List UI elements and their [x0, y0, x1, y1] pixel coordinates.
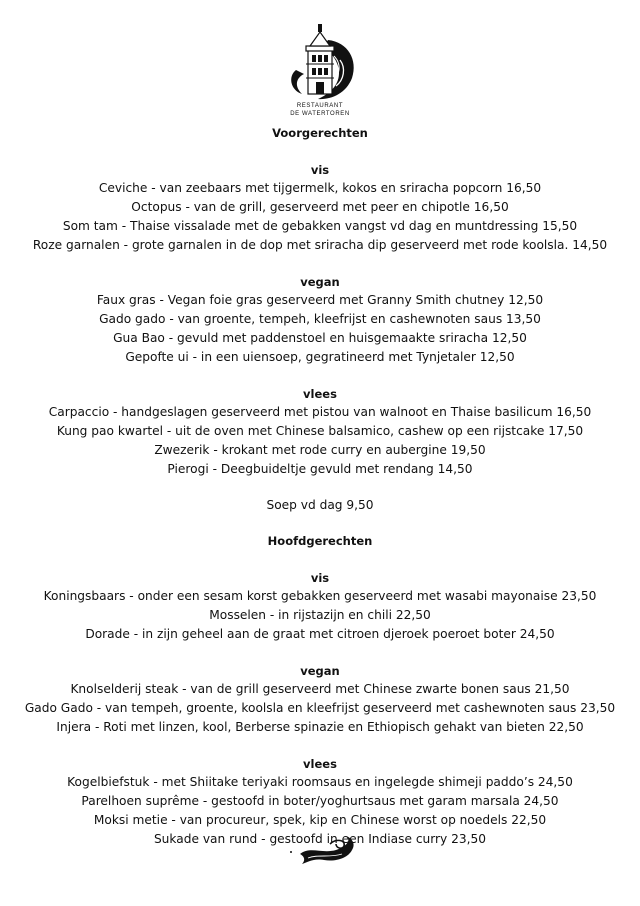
- logo-line-1: RESTAURANT: [296, 103, 344, 109]
- category-title-vegan: vegan: [300, 275, 340, 289]
- wave-ornament-icon: [286, 832, 358, 868]
- menu-item: Zwezerik - krokant met rode curry en aubergine 19,50: [154, 443, 486, 457]
- menu-item: Ceviche - van zeebaars met tijgermelk, kokos en sriracha popcorn 16,50: [98, 181, 542, 195]
- menu-item: Dorade - in zijn geheel aan de graat met citroen djeroek poeroet boter 24,50: [85, 627, 555, 641]
- category-title-vegan: vegan: [300, 664, 340, 678]
- menu-item: Koningsbaars - onder een sesam korst gebakken geserveerd met wasabi mayonaise 23,50: [43, 589, 597, 603]
- category-title-vlees: vlees: [303, 387, 337, 401]
- restaurant-logo: [270, 20, 370, 125]
- mains-vegan-section: [0, 662, 640, 737]
- menu-item: Faux gras - Vegan foie gras geserveerd met Granny Smith chutney 12,50: [96, 293, 544, 307]
- menu-item: Pierogi - Deegbuideltje gevuld met rendang 14,50: [167, 462, 473, 476]
- category-title-vis: vis: [310, 163, 330, 177]
- menu-item: Gua Bao - gevuld met paddenstoel en huisgemaakte sriracha 12,50: [113, 331, 527, 345]
- menu-item: Som tam - Thaise vissalade met de gebakken vangst vd dag en muntdressing 15,50: [62, 219, 578, 233]
- menu-item: Sukade van rund - gestoofd in een Indiase curry 23,50: [153, 832, 487, 846]
- mains-vis-section: [0, 569, 640, 644]
- menu-item: Knolselderij steak - van de grill geserveerd met Chinese zwarte bonen saus 21,50: [70, 682, 570, 696]
- soup-of-the-day: Soep vd dag 9,50: [266, 498, 374, 512]
- course-title-starters: Voorgerechten: [272, 126, 368, 140]
- menu-item: Gado Gado - van tempeh, groente, koolsla en kleefrijst geserveerd met cashewnoten saus 23,50: [24, 701, 616, 715]
- menu-item: Gado gado - van groente, tempeh, kleefrijst en cashewnoten saus 13,50: [99, 312, 541, 326]
- menu-content: [0, 124, 640, 849]
- menu-item: Carpaccio - handgeslagen geserveerd met pistou van walnoot en Thaise basilicum 16,50: [48, 405, 592, 419]
- menu-item: Roze garnalen - grote garnalen in de dop met sriracha dip geserveerd met rode koolsla. 14,50: [32, 238, 608, 252]
- starters-vis-section: [0, 161, 640, 255]
- course-title-mains: Hoofdgerechten: [267, 534, 373, 548]
- menu-item: Parelhoen suprême - gestoofd in boter/yoghurtsaus met garam marsala 24,50: [81, 794, 559, 808]
- menu-item: Gepofte ui - in een uiensoep, gegratineerd met Tynjetaler 12,50: [125, 350, 515, 364]
- menu-item: Kung pao kwartel - uit de oven met Chinese balsamico, cashew op een rijstcake 17,50: [56, 424, 584, 438]
- menu-item: Mosselen - in rijstazijn en chili 22,50: [209, 608, 431, 622]
- menu-item: Moksi metie - van procureur, spek, kip en Chinese worst op noedels 22,50: [93, 813, 547, 827]
- category-title-vis: vis: [310, 571, 330, 585]
- menu-item: Injera - Roti met linzen, kool, Berberse spinazie en Ethiopisch gehakt van bieten 22,50: [56, 720, 584, 734]
- starters-vlees-section: [0, 385, 640, 479]
- menu-item: Kogelbiefstuk - met Shiitake teriyaki roomsaus en ingelegde shimeji paddo’s 24,50: [67, 775, 573, 789]
- footer-ornament: [286, 832, 358, 868]
- starters-vegan-section: [0, 273, 640, 367]
- menu-item: Octopus - van de grill, geserveerd met peer en chipotle 16,50: [131, 200, 509, 214]
- water-tower-wave-logo-icon: [278, 20, 362, 102]
- category-title-vlees: vlees: [303, 757, 337, 771]
- logo-line-2: DE WATERTOREN: [290, 111, 350, 117]
